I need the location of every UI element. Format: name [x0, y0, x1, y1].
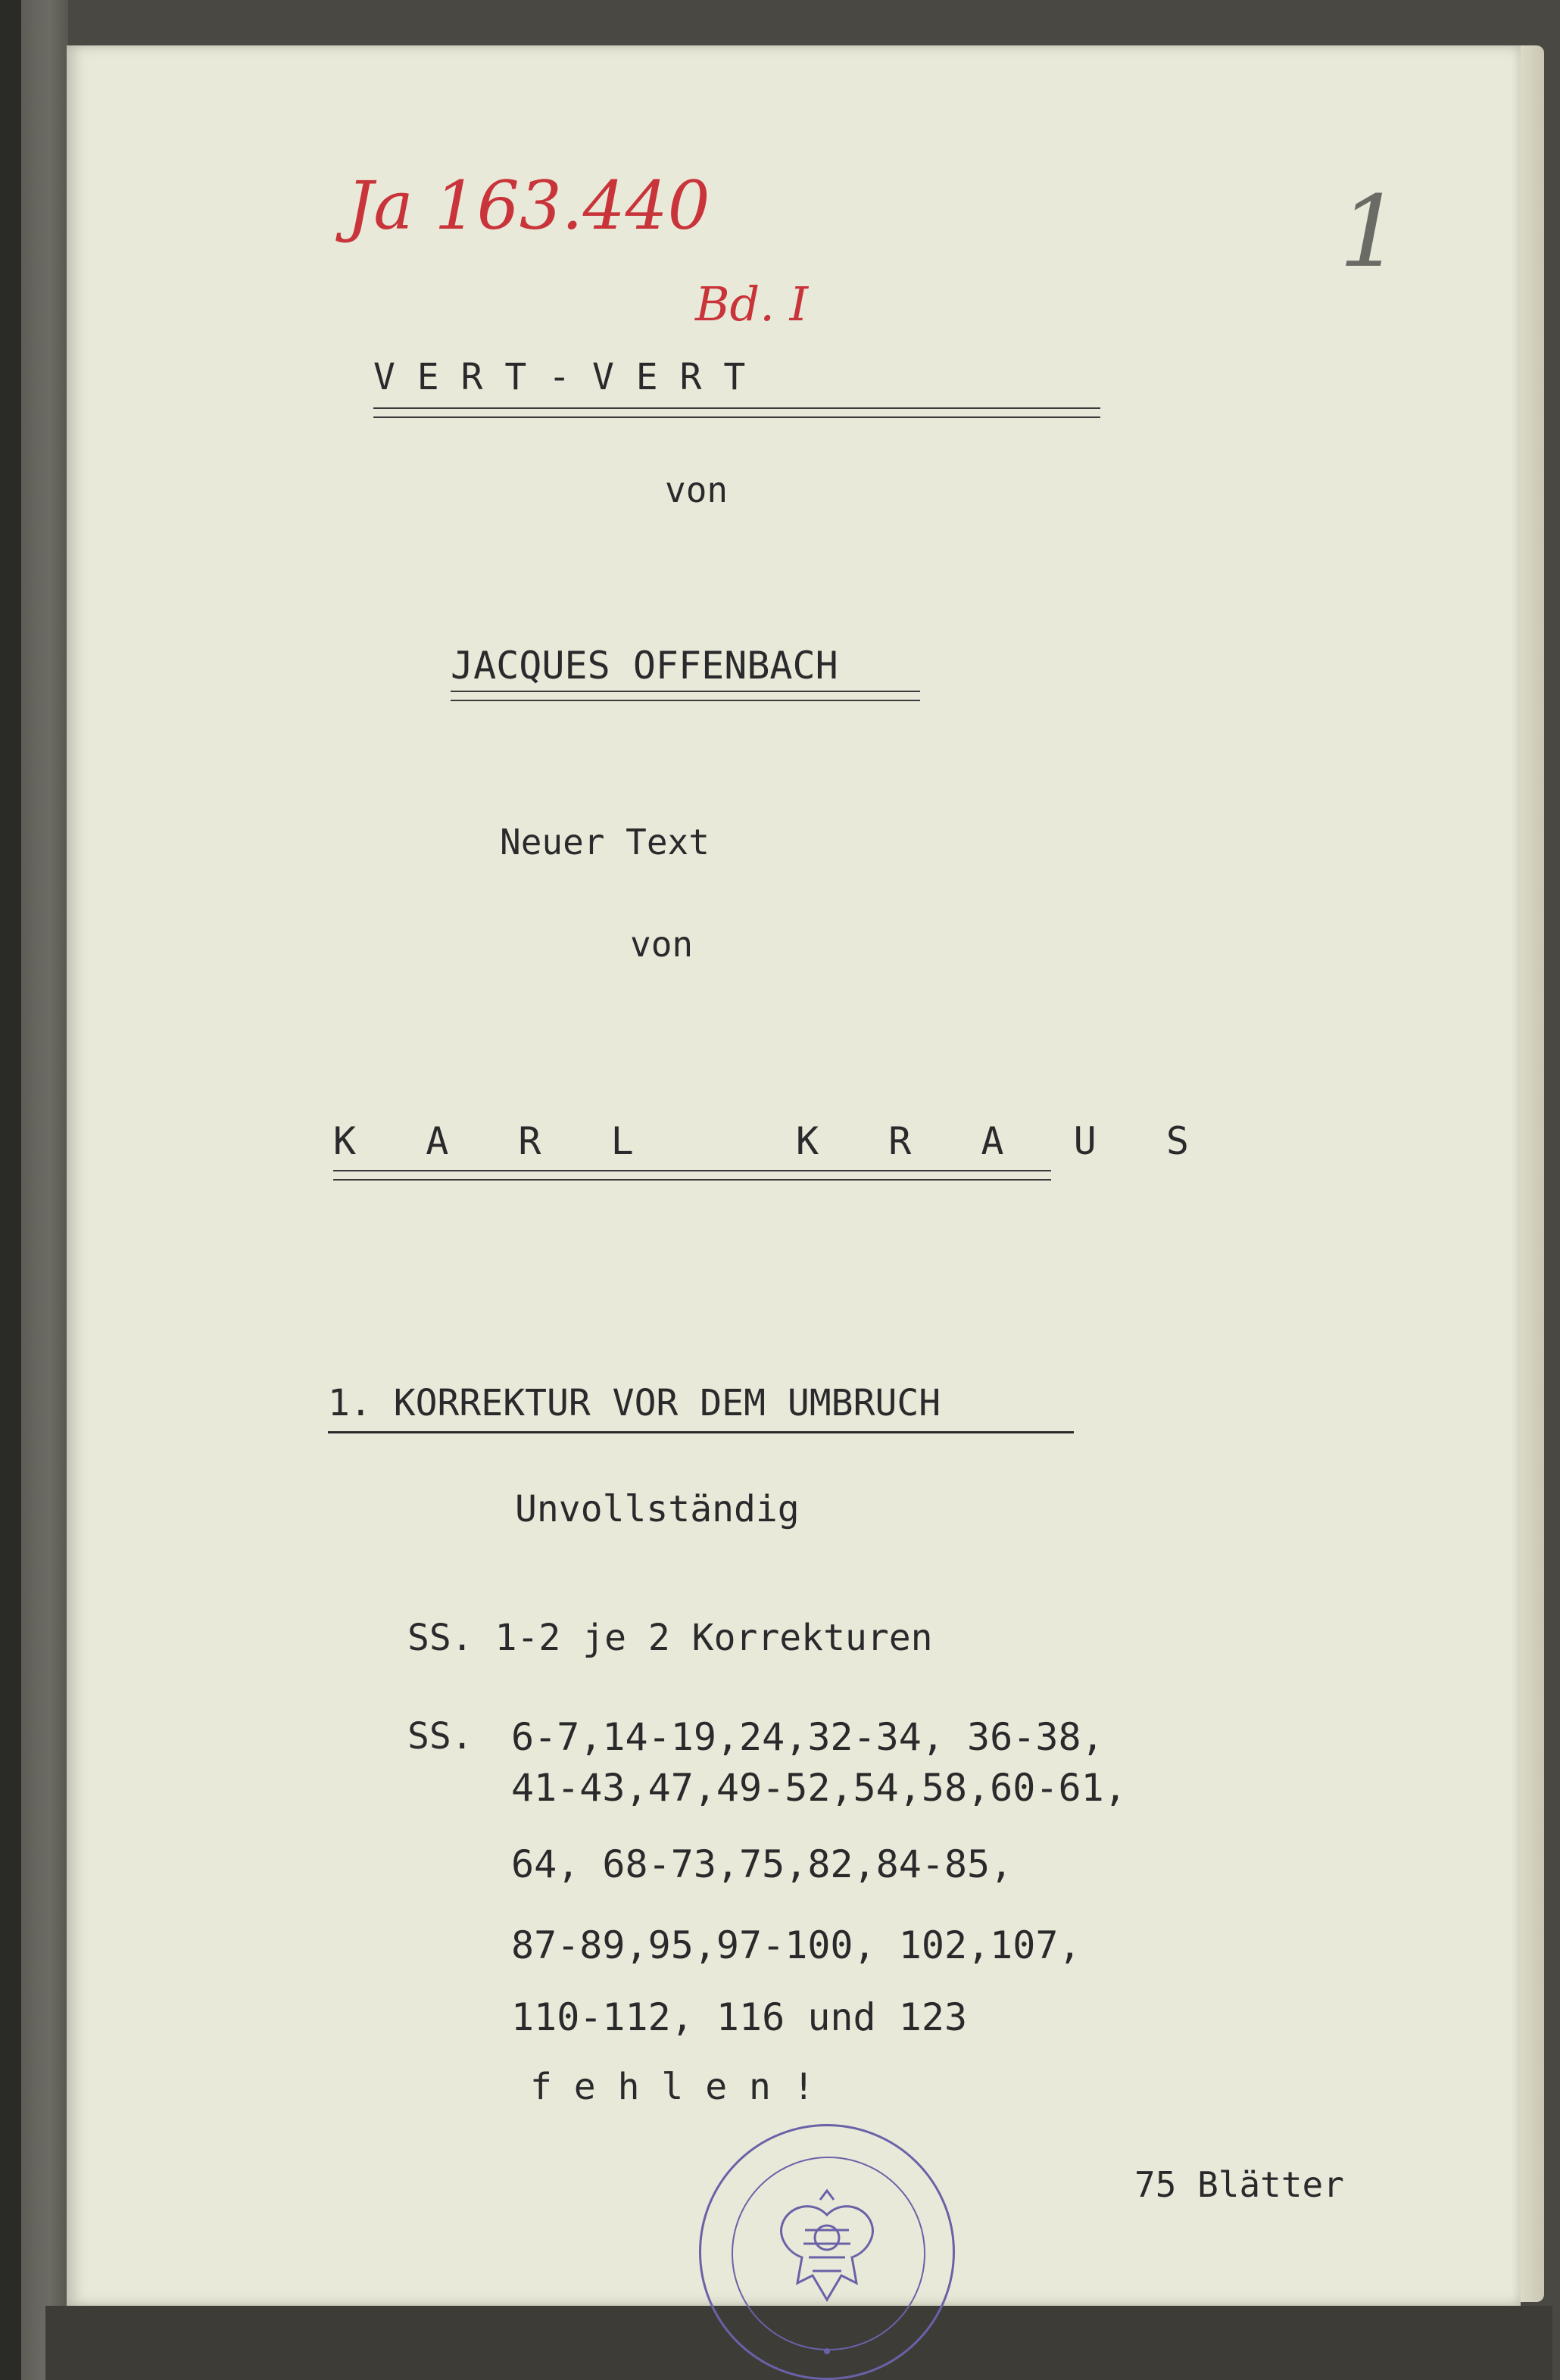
von-1: von — [665, 469, 729, 510]
fehlen: f e h l e n ! — [530, 2066, 815, 2108]
handwritten-volume: Bd. I — [695, 276, 809, 332]
sheet-count: 75 Blätter — [1134, 2164, 1344, 2205]
binding-board — [21, 0, 68, 2380]
work-title: V E R T - V E R T — [373, 356, 746, 398]
missing-pages-line-4: 87-89,95,97-100, 102,107, — [511, 1923, 1081, 1967]
missing-pages-line-1: 6-7,14-19,24,32-34, 36-38, — [511, 1715, 1104, 1759]
author-double-underline — [333, 1170, 1051, 1181]
composer-double-underline — [451, 691, 920, 701]
library-stamp — [699, 2124, 955, 2380]
composer-name: JACQUES OFFENBACH — [451, 644, 838, 688]
missing-pages-line-2: 41-43,47,49-52,54,58,60-61, — [511, 1766, 1127, 1810]
author-name: K A R L K R A U S — [333, 1119, 1212, 1163]
proof-heading: 1. KORREKTUR VOR DEM UMBRUCH — [328, 1382, 941, 1424]
document-page — [67, 45, 1521, 2306]
von-2: von — [630, 924, 694, 965]
stamp-eagle-icon — [699, 2124, 955, 2380]
ss-label: SS. — [407, 1715, 473, 1758]
new-text-label: Neuer Text — [500, 822, 710, 862]
handwritten-shelfmark: Ja 163.440 — [347, 167, 710, 245]
proof-status: Unvollständig — [515, 1488, 800, 1530]
binding-spine — [0, 0, 21, 2380]
missing-pages-line-3: 64, 68-73,75,82,84-85, — [511, 1842, 1013, 1886]
missing-pages-line-5: 110-112, 116 und 123 — [511, 1995, 968, 2039]
proof-heading-underline — [328, 1431, 1074, 1433]
handwritten-folio-number: 1 — [1339, 174, 1402, 289]
title-double-underline — [373, 407, 1100, 418]
proof-line-1: SS. 1-2 je 2 Korrekturen — [407, 1617, 933, 1659]
